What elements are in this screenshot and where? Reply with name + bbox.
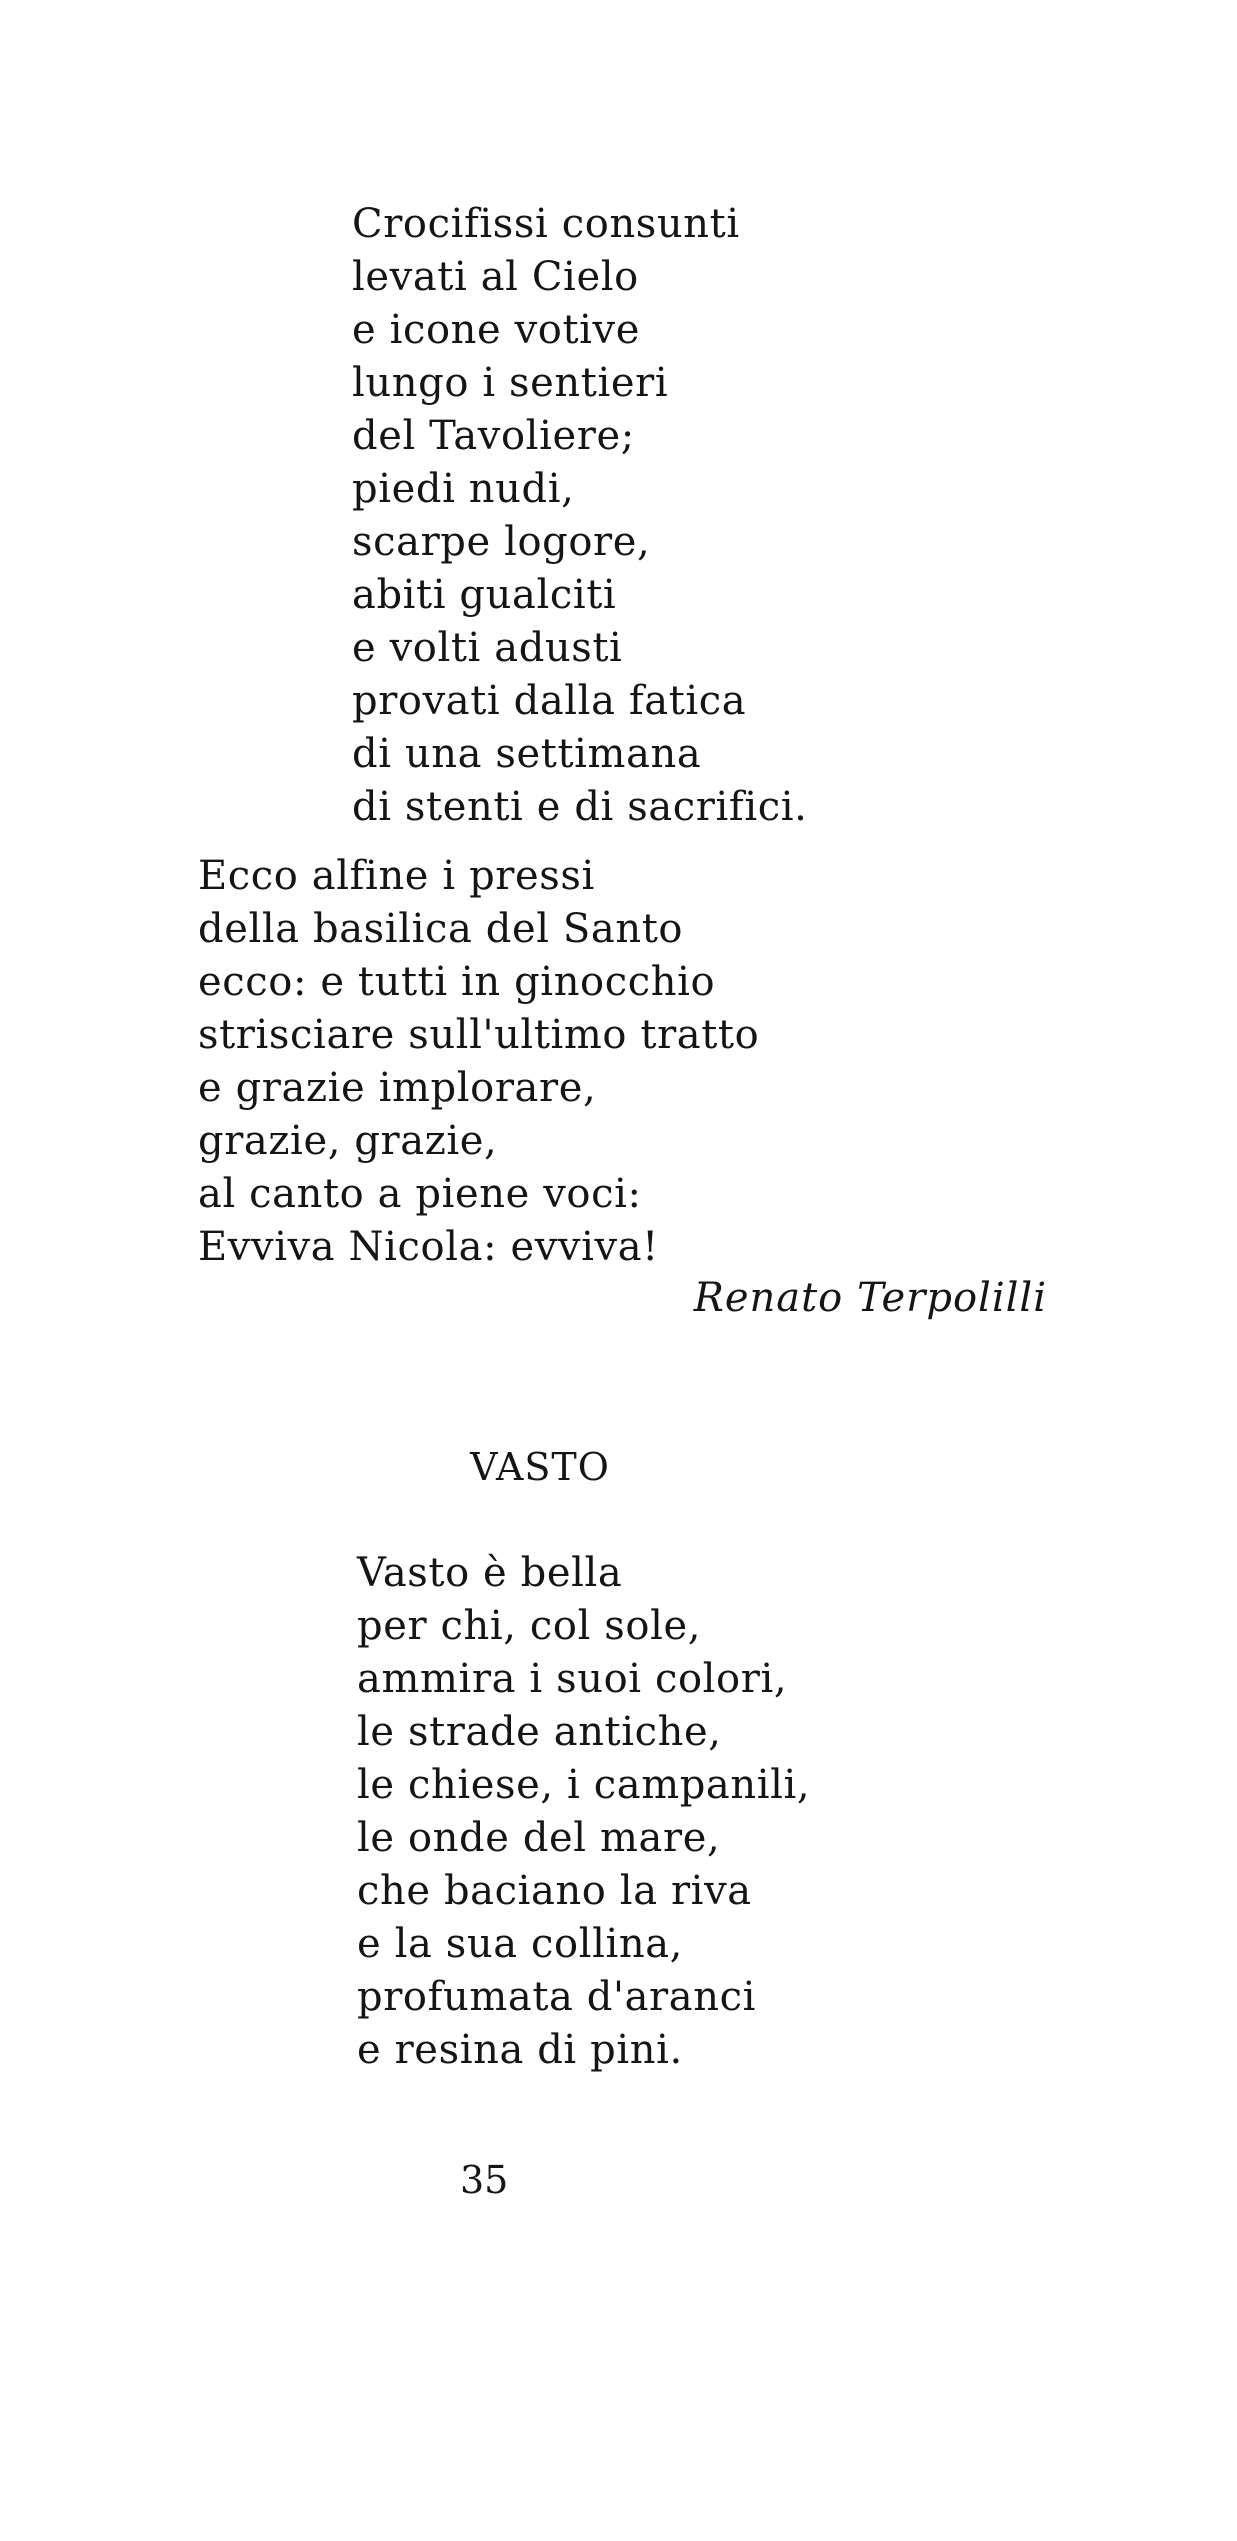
poem-line: Crocifissi consunti: [352, 201, 740, 247]
poem-2-stanza-1: [357, 1547, 810, 2077]
poem-line: profumata d'aranci: [357, 1974, 756, 2020]
poem-line: Vasto è bella: [357, 1550, 623, 1596]
poem-1-stanza-2: [198, 850, 759, 1274]
poem-line: che baciano la riva: [357, 1868, 752, 1914]
poem-1-stanza-1: [352, 198, 807, 834]
poem-line: provati dalla fatica: [352, 678, 747, 724]
poem-line: e volti adusti: [352, 625, 623, 671]
poem-line: Ecco alfine i pressi: [198, 853, 595, 899]
poem-line: e resina di pini.: [357, 2027, 683, 2073]
poem-line: le onde del mare,: [357, 1815, 721, 1861]
poem-line: abiti gualciti: [352, 572, 617, 618]
poem-line: strisciare sull'ultimo tratto: [198, 1012, 760, 1058]
poem-line: grazie, grazie,: [198, 1118, 498, 1164]
poem-line: di una settimana: [352, 731, 702, 777]
poem-line: di stenti e di sacrifici.: [352, 784, 808, 830]
poem-line: al canto a piene voci:: [198, 1171, 642, 1217]
poem-line: Evviva Nicola: evviva!: [198, 1224, 659, 1270]
page-number: 35: [460, 2158, 509, 2202]
poem-line: ammira i suoi colori,: [357, 1656, 788, 1702]
poem-line: levati al Cielo: [352, 254, 639, 300]
poem-line: e grazie implorare,: [198, 1065, 597, 1111]
poem-line: della basilica del Santo: [198, 906, 684, 952]
poem-line: piedi nudi,: [352, 466, 575, 512]
poem-line: le chiese, i campanili,: [357, 1762, 811, 1808]
poem-line: scarpe logore,: [352, 519, 651, 565]
poem-line: e la sua collina,: [357, 1921, 683, 1967]
poem-author: Renato Terpolilli: [693, 1275, 1047, 1321]
poem-line: per chi, col sole,: [357, 1603, 702, 1649]
poem-line: e icone votive: [352, 307, 641, 353]
poem-line: del Tavoliere;: [352, 413, 635, 459]
poem-title: VASTO: [470, 1445, 610, 1489]
poem-line: ecco: e tutti in ginocchio: [198, 959, 716, 1005]
poem-line: lungo i sentieri: [352, 360, 669, 406]
poem-line: le strade antiche,: [357, 1709, 722, 1755]
